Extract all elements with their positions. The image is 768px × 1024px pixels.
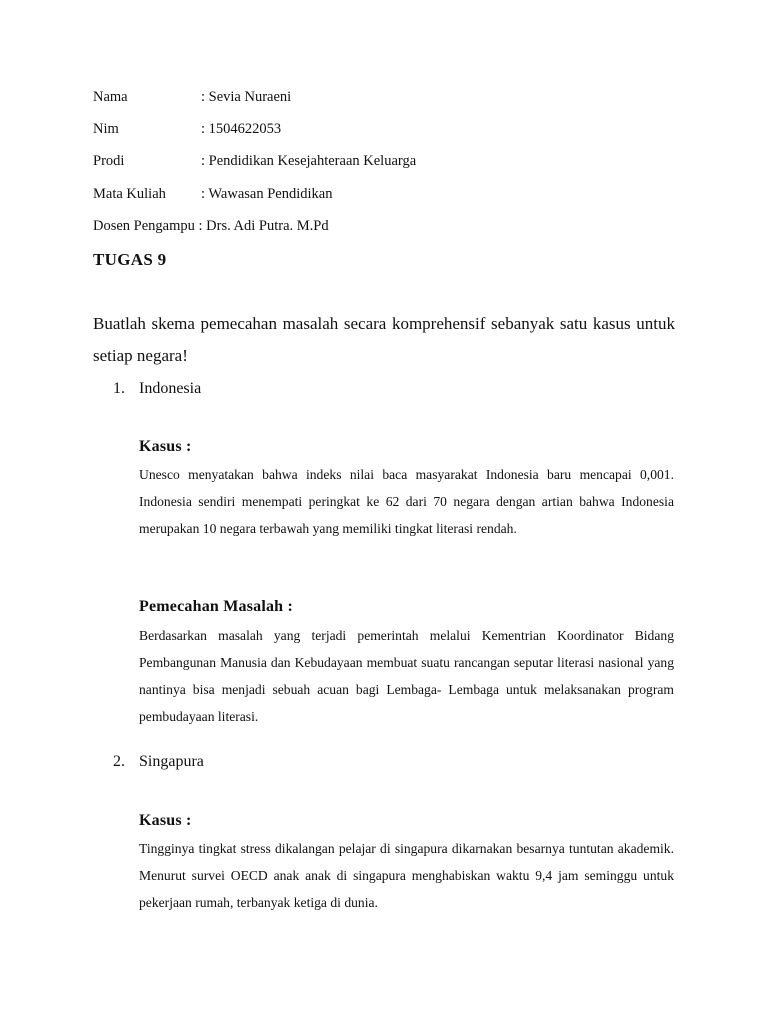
info-row-prodi [93, 152, 416, 170]
info-row-dosen [93, 217, 329, 235]
section-1-kasus-text: Unesco menyatakan bahwa indeks nilai baca masyarakat Indonesia baru mencapai 0,001. Indonesia sendiri menempati peringkat ke 62 dari 70 negara dengan artian bahwa Indonesia merupakan 10 negara terbawah yang memiliki tingkat literasi rendah. [139, 467, 674, 536]
section-1-kasus-heading: Kasus : [139, 438, 192, 455]
info-row-mata-kuliah [93, 185, 332, 203]
nim-value: : 1504622053 [201, 121, 282, 137]
section-2-heading [113, 753, 204, 771]
nama-value: : Sevia Nuraeni [201, 89, 292, 105]
prodi-value: : Pendidikan Kesejahteraan Keluarga [201, 153, 417, 169]
dosen-label: Dosen Pengampu [93, 218, 195, 234]
mata-kuliah-label: Mata Kuliah [93, 186, 166, 202]
nim-label: Nim [93, 121, 119, 137]
section-2-kasus-heading: Kasus : [139, 812, 192, 829]
section-1-solusi-text: Berdasarkan masalah yang terjadi pemerintah melalui Kementrian Koordinator Bidang Pembangunan Manusia dan Kebudayaan membuat suatu rancangan seputar literasi nasional yang nantinya bisa menjadi sebuah acuan bagi Lembaga- Lembaga untuk melaksanakan program pembudayaan literasi. [139, 628, 674, 724]
prodi-label: Prodi [93, 153, 125, 169]
assignment-prompt: Buatlah skema pemecahan masalah secara komprehensif sebanyak satu kasus untuk setiap negara! [93, 314, 675, 365]
mata-kuliah-value: : Wawasan Pendidikan [201, 186, 333, 202]
section-2-country: Singapura [139, 753, 204, 770]
section-2-kasus-text: Tingginya tingkat stress dikalangan pelajar di singapura dikarnakan besarnya tuntutan akademik. Menurut survei OECD anak anak di singapura menghabiskan waktu 9,4 jam seminggu untuk pekerjaan rumah, terbanyak ketiga di dunia. [139, 841, 674, 910]
nama-label: Nama [93, 89, 128, 105]
section-2-number: 2. [113, 753, 125, 770]
section-1-solusi-heading: Pemecahan Masalah : [139, 598, 294, 615]
section-1-heading [113, 380, 201, 398]
assignment-title: TUGAS 9 [93, 250, 167, 269]
section-1-number: 1. [113, 380, 125, 397]
section-1-country: Indonesia [139, 380, 202, 397]
info-row-nim [93, 120, 281, 138]
info-row-nama [93, 88, 291, 106]
dosen-value: : Drs. Adi Putra. M.Pd [194, 218, 329, 234]
